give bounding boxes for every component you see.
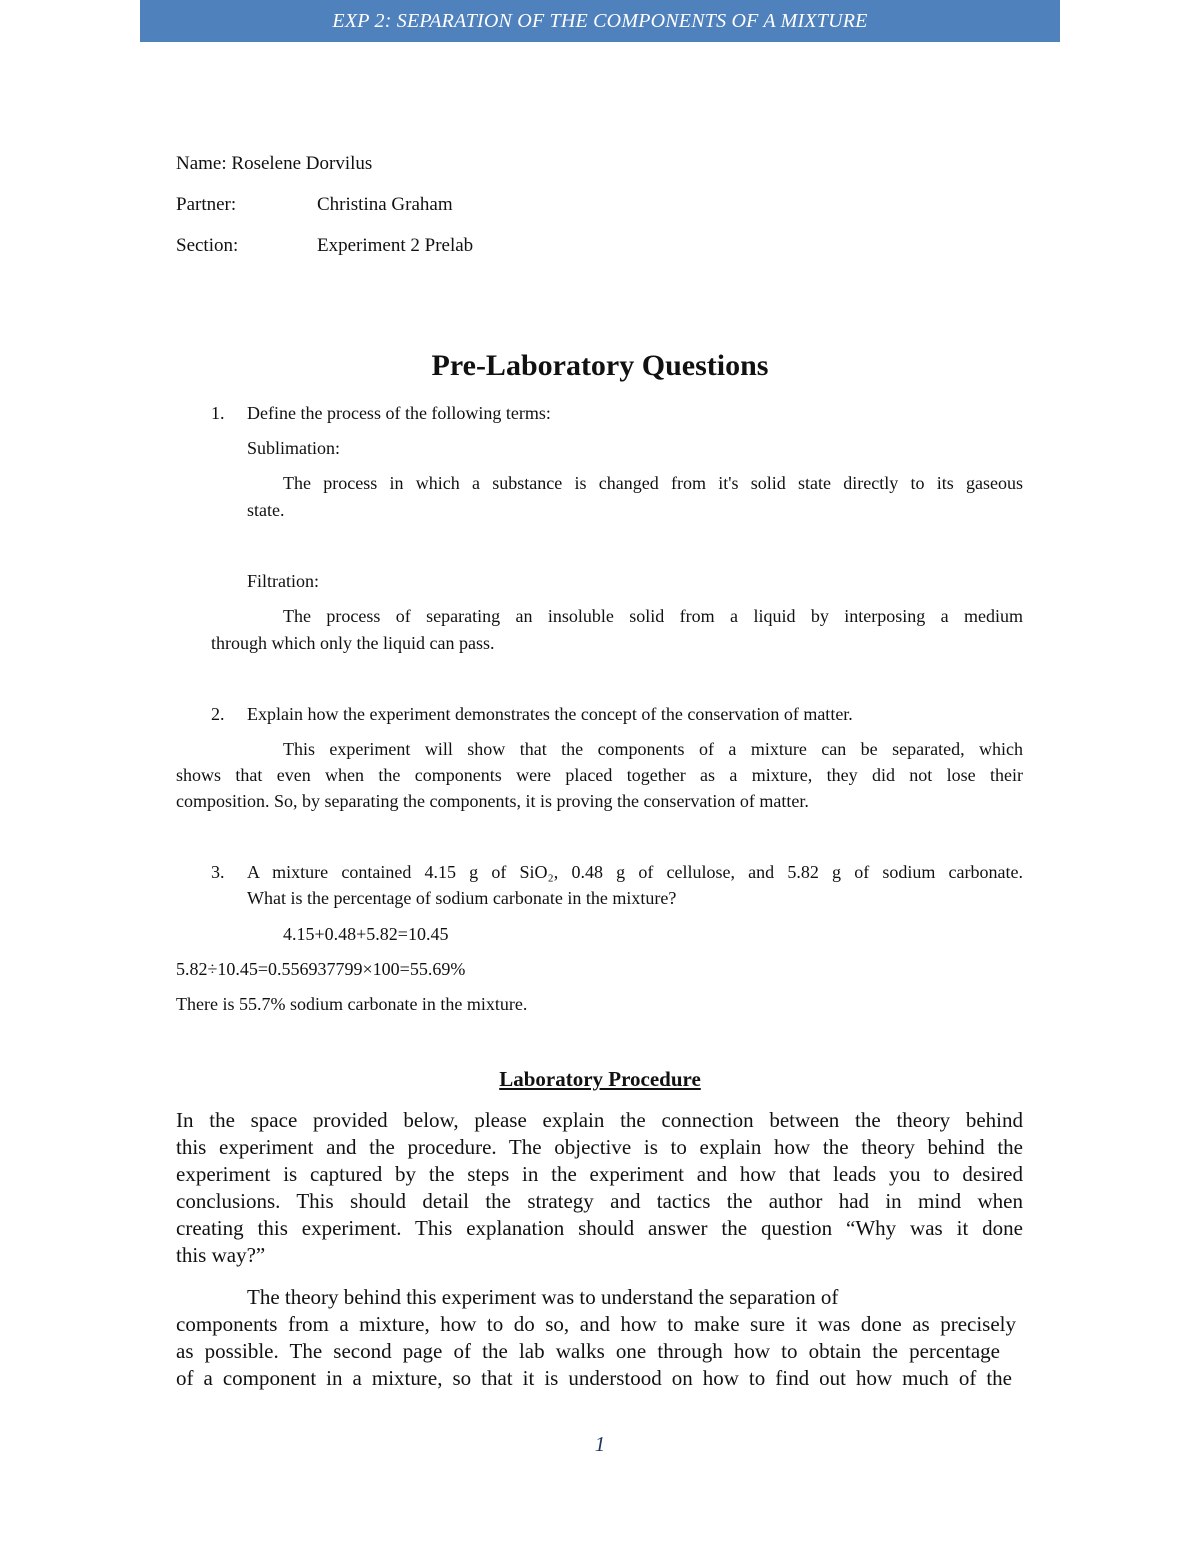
procedure-answer-line: of a component in a mixture, so that it is understood on how to find out how much of the — [176, 1366, 1012, 1390]
q3-calc-sum: 4.15+0.48+5.82=10.45 — [283, 924, 449, 944]
q1-term-sublimation: Sublimation: — [247, 438, 341, 458]
procedure-instruction-line: In the space provided below, please explain the connection between the theory behind — [176, 1108, 1023, 1132]
procedure-answer-line: components from a mixture, how to do so, and how to make sure it was done as precisely — [176, 1312, 1016, 1336]
q1-text: Define the process of the following terms: — [247, 403, 551, 423]
section-value: Experiment 2 Prelab — [317, 235, 474, 256]
q1-term-filtration: Filtration: — [247, 571, 319, 591]
q1-answer2-line2: through which only the liquid can pass. — [211, 633, 495, 653]
q2-text: Explain how the experiment demonstrates the concept of the conservation of matter. — [247, 704, 853, 724]
q3-conclusion: There is 55.7% sodium carbonate in the mixture. — [176, 994, 528, 1014]
q1-number: 1. — [211, 403, 225, 423]
q3-text-line1: A mixture contained 4.15 g of SiO₂, 0.48 g of cellulose, and 5.82 g of sodium carbonate. — [247, 862, 1023, 882]
procedure-instruction-line: creating this experiment. This explanation should answer the question “Why was it done — [176, 1216, 1023, 1240]
q1-answer2-line1: The process of separating an insoluble solid from a liquid by interposing a medium — [283, 606, 1023, 626]
q1-answer1-line1: The process in which a substance is changed from it's solid state directly to its gaseous — [283, 473, 1023, 493]
page-number: 1 — [594, 1432, 606, 1456]
document-header — [140, 0, 1060, 42]
procedure-instruction-line: conclusions. This should detail the strategy and tactics the author had in mind when — [176, 1189, 1023, 1213]
procedure-instruction-line: this experiment and the procedure. The objective is to explain how the theory behind the — [176, 1135, 1023, 1159]
prelab-title: Pre-Laboratory Questions — [431, 349, 769, 382]
q2-answer-line3: composition. So, by separating the components, it is proving the conservation of matter. — [176, 791, 809, 811]
q3-calc-percent: 5.82÷10.45=0.556937799×100=55.69% — [176, 959, 466, 979]
q1-answer1-line2: state. — [247, 500, 285, 520]
q3-number: 3. — [211, 862, 225, 882]
section-label: Section: — [176, 235, 239, 256]
partner-value: Christina Graham — [317, 194, 453, 215]
header-title: EXP 2: SEPARATION OF THE COMPONENTS OF A MIXTURE — [332, 10, 868, 32]
procedure-answer-line: The theory behind this experiment was to understand the separation of — [247, 1285, 839, 1309]
partner-label: Partner: — [176, 194, 237, 215]
q2-answer-line1: This experiment will show that the components of a mixture can be separated, which — [283, 739, 1023, 759]
q3-text-line2: What is the percentage of sodium carbonate in the mixture? — [247, 888, 677, 908]
q2-answer-line2: shows that even when the components were placed together as a mixture, they did not lose their — [176, 765, 1023, 785]
procedure-instruction-line: experiment is captured by the steps in the experiment and how that leads you to desired — [176, 1162, 1023, 1186]
q2-number: 2. — [211, 704, 225, 724]
procedure-answer-line: as possible. The second page of the lab walks one through how to obtain the percentage — [176, 1339, 1000, 1363]
name-line: Name: Roselene Dorvilus — [176, 153, 373, 174]
procedure-title: Laboratory Procedure — [499, 1067, 701, 1091]
procedure-instruction-line: this way?” — [176, 1243, 266, 1267]
